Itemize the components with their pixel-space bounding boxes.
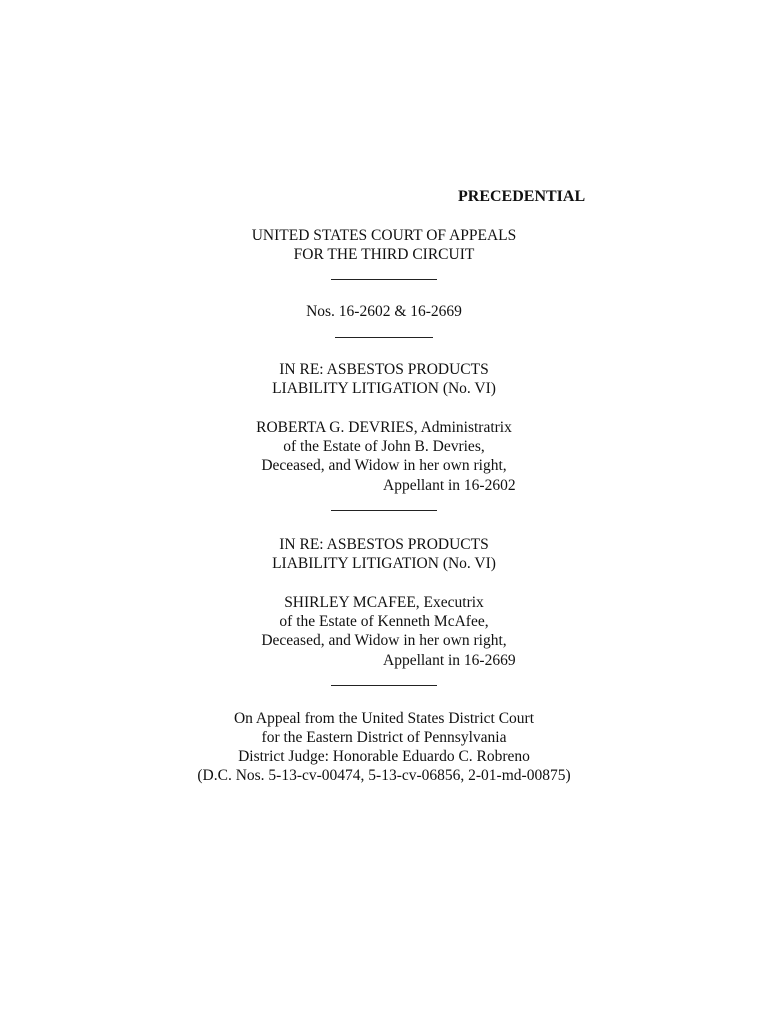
case1-caption-line2: LIABILITY LITIGATION (No. VI)	[272, 380, 496, 397]
case1-caption-line1: IN RE: ASBESTOS PRODUCTS	[279, 361, 489, 378]
case1-appellant-role: Appellant in 16-2602	[383, 477, 516, 494]
appeal-line2: for the Eastern District of Pennsylvania	[261, 729, 507, 746]
case2-party-line1: SHIRLEY MCAFEE, Executrix	[284, 594, 484, 611]
case2-caption-line1: IN RE: ASBESTOS PRODUCTS	[279, 536, 489, 553]
court-name-line1: UNITED STATES COURT OF APPEALS	[251, 227, 517, 244]
separator-rule-1	[331, 279, 437, 280]
case2-party-line3: Deceased, and Widow in her own right,	[261, 632, 507, 649]
case2-party-line2: of the Estate of Kenneth McAfee,	[279, 613, 489, 630]
separator-rule-2	[335, 337, 433, 338]
appeal-district-judge: District Judge: Honorable Eduardo C. Robreno	[238, 748, 530, 765]
separator-rule-3	[331, 510, 437, 511]
case2-caption-line2: LIABILITY LITIGATION (No. VI)	[272, 555, 496, 572]
case1-party-line3: Deceased, and Widow in her own right,	[261, 457, 507, 474]
appeal-line1: On Appeal from the United States District Court	[233, 710, 535, 727]
separator-rule-4	[331, 685, 437, 686]
case-numbers: Nos. 16-2602 & 16-2669	[306, 303, 462, 320]
case1-party-line1: ROBERTA G. DEVRIES, Administratrix	[256, 419, 512, 436]
case1-party-line2: of the Estate of John B. Devries,	[283, 438, 485, 455]
case2-appellant-role: Appellant in 16-2669	[383, 652, 516, 669]
court-name-line2: FOR THE THIRD CIRCUIT	[293, 246, 475, 263]
appeal-docket-numbers: (D.C. Nos. 5-13-cv-00474, 5-13-cv-06856, 2-01-md-00875)	[197, 767, 571, 784]
precedential-label: PRECEDENTIAL	[458, 188, 586, 205]
